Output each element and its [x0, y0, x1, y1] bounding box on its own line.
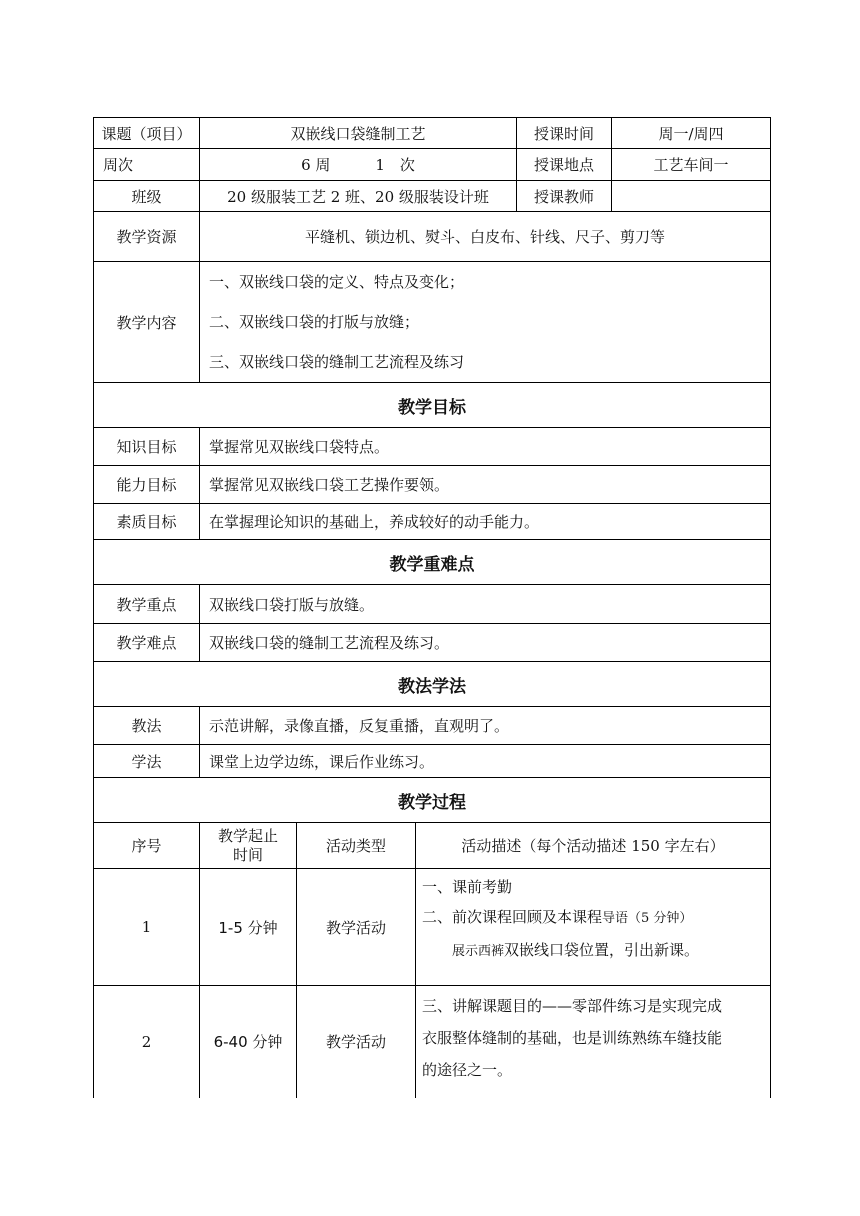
process-desc-line	[422, 935, 766, 967]
goal-label: 素质目标	[94, 504, 200, 540]
process-desc-text: 二、前次课程回顾及本课程	[422, 908, 603, 926]
topic-value: 双嵌线口袋缝制工艺	[200, 118, 517, 149]
goal-row-quality	[94, 504, 771, 540]
process-desc	[416, 986, 771, 1098]
goal-value: 在掌握理论知识的基础上，养成较好的动手能力。	[200, 504, 771, 540]
lesson-plan-table	[93, 117, 771, 1098]
teacher-label: 授课教师	[517, 181, 612, 212]
method-value: 课堂上边学边练，课后作业练习。	[200, 745, 771, 778]
content-item: 一、双嵌线口袋的定义、特点及变化；	[209, 273, 465, 291]
keypoint-value: 双嵌线口袋打版与放缝。	[200, 585, 771, 624]
content-items	[200, 262, 771, 383]
header-row-class	[94, 181, 771, 212]
goal-label: 能力目标	[94, 466, 200, 504]
header-row-week	[94, 149, 771, 181]
week-label: 周次	[94, 149, 200, 181]
class-label: 班级	[94, 181, 200, 212]
method-label: 学法	[94, 745, 200, 778]
process-row-1	[94, 869, 771, 986]
place-value: 工艺车间一	[612, 149, 771, 181]
content-label: 教学内容	[94, 262, 200, 383]
process-row-2	[94, 986, 771, 1098]
keypoint-row-difficulty	[94, 624, 771, 662]
process-desc-text-small: 展示西裤	[452, 944, 505, 959]
time-value: 周一/周四	[612, 118, 771, 149]
goal-value: 掌握常见双嵌线口袋特点。	[200, 428, 771, 466]
content-item: 二、双嵌线口袋的打版与放缝；	[209, 313, 420, 331]
method-row-learning	[94, 745, 771, 778]
content-row	[94, 262, 771, 383]
goal-value: 掌握常见双嵌线口袋工艺操作要领。	[200, 466, 771, 504]
time-label: 授课时间	[517, 118, 612, 149]
process-desc	[416, 869, 771, 986]
content-item: 三、双嵌线口袋的缝制工艺流程及练习	[209, 353, 465, 371]
teacher-value	[612, 181, 771, 212]
resources-row	[94, 212, 771, 262]
goal-label: 知识目标	[94, 428, 200, 466]
topic-label: 课题（项目）	[94, 118, 200, 149]
methods-title: 教法学法	[94, 662, 771, 707]
keypoint-row-focus	[94, 585, 771, 624]
process-header-row	[94, 823, 771, 869]
keypoint-label: 教学重点	[94, 585, 200, 624]
method-row-teaching	[94, 707, 771, 745]
process-title: 教学过程	[94, 778, 771, 823]
process-desc-line	[422, 901, 766, 935]
week-value: 6 周 1 次	[200, 149, 517, 181]
keypoint-value: 双嵌线口袋的缝制工艺流程及练习。	[200, 624, 771, 662]
method-label: 教法	[94, 707, 200, 745]
lesson-plan-document	[93, 117, 770, 1098]
process-desc-line: 的途径之一。	[422, 1061, 513, 1079]
process-desc-line: 衣服整体缝制的基础，也是训练熟练车缝技能	[422, 1029, 723, 1047]
method-value: 示范讲解，录像直播，反复重播，直观明了。	[200, 707, 771, 745]
class-value: 20 级服装工艺 2 班、20 级服装设计班	[200, 181, 517, 212]
process-header-time	[200, 823, 297, 869]
process-section-row	[94, 778, 771, 823]
process-header-seq: 序号	[94, 823, 200, 869]
keypoints-title: 教学重难点	[94, 540, 771, 585]
process-time: 1-5 分钟	[200, 869, 297, 986]
process-type: 教学活动	[297, 986, 416, 1098]
place-label: 授课地点	[517, 149, 612, 181]
process-header-type: 活动类型	[297, 823, 416, 869]
goals-section-row	[94, 383, 771, 428]
process-type: 教学活动	[297, 869, 416, 986]
process-seq: 1	[94, 869, 200, 986]
resources-value: 平缝机、锁边机、熨斗、白皮布、针线、尺子、剪刀等	[200, 212, 771, 262]
process-header-time-line2: 时间	[232, 845, 263, 864]
resources-label: 教学资源	[94, 212, 200, 262]
goal-row-knowledge	[94, 428, 771, 466]
keypoints-section-row	[94, 540, 771, 585]
header-row-topic	[94, 118, 771, 149]
process-desc-line: 三、讲解课题目的——零部件练习是实现完成	[422, 997, 723, 1015]
keypoint-label: 教学难点	[94, 624, 200, 662]
process-header-desc: 活动描述（每个活动描述 150 字左右）	[416, 823, 771, 869]
process-desc-text: 双嵌线口袋位置，引出新课。	[504, 941, 700, 959]
process-header-time-line1: 教学起止	[217, 826, 278, 845]
methods-section-row	[94, 662, 771, 707]
process-time: 6-40 分钟	[200, 986, 297, 1098]
process-seq: 2	[94, 986, 200, 1098]
process-desc-line: 一、课前考勤	[422, 878, 513, 896]
goals-title: 教学目标	[94, 383, 771, 428]
process-desc-text-small: 导语（5 分钟）	[602, 911, 693, 926]
goal-row-ability	[94, 466, 771, 504]
